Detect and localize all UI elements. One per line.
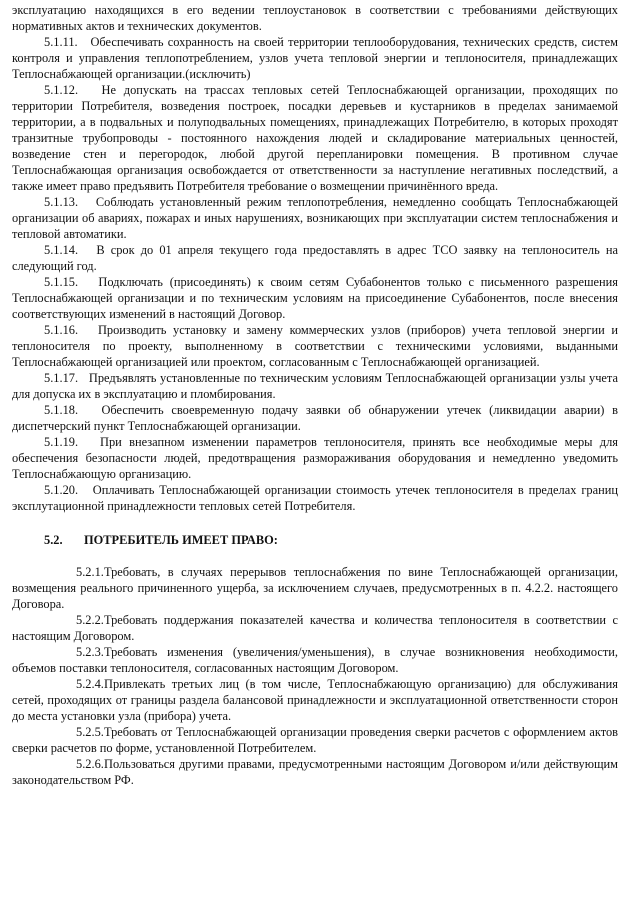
clause-number: 5.1.19. — [44, 435, 79, 449]
section-spacer — [12, 514, 618, 532]
paragraph-text: Соблюдать установленный режим теплопотребления, немедленно сообщать Теплоснабжающей организации об авариях, пожарах и иных нарушениях, возникающих при эксплуатации систем теплоснабжения и тепловой автоматики. — [12, 195, 619, 241]
paragraph-text: Привлекать третьих лиц (в том числе, Теплоснабжающую организацию) для обслуживания сетей, проходящих от границы раздела балансовой принадлежности и эксплуатационной ответственности сторон до места установки узла (прибора) учета. — [12, 677, 618, 723]
clause-number: 5.2.3. — [76, 645, 104, 659]
clause-number: 5.1.15. — [44, 275, 79, 289]
paragraph-5-1-17 — [12, 370, 618, 402]
clause-number: 5.1.16. — [44, 323, 79, 337]
clause-number: 5.1.14. — [44, 243, 79, 257]
document-page — [12, 2, 618, 788]
paragraph-text: Требовать, в случаях перерывов теплоснабжения по вине Теплоснабжающей организации, возмещения реального причиненного ущерба, за исключением случаев, предусмотренных в п. 4.2.2. настоящего Договора. — [12, 565, 618, 611]
paragraph-5-2-1 — [12, 564, 618, 612]
clause-number: 5.2.4. — [76, 677, 104, 691]
paragraph-text: Предъявлять установленные по техническим условиям Теплоснабжающей организации узлы учета для допуска их в эксплуатацию и пломбирования. — [12, 371, 619, 401]
paragraph-text: В срок до 01 апреля текущего года предоставлять в адрес ТСО заявку на теплоноситель на следующий год. — [12, 243, 618, 273]
paragraph-5-1-20 — [12, 482, 618, 514]
paragraph-5-1-12 — [12, 82, 618, 194]
paragraph-5-1-18 — [12, 402, 618, 434]
clause-number: 5.2.1. — [76, 565, 104, 579]
paragraph-5-1-19 — [12, 434, 618, 482]
paragraph-5-2-6 — [12, 756, 618, 788]
paragraph-text: Требовать от Теплоснабжающей организации проведения сверки расчетов с оформлением актов сверки расчетов по форме, установленной Потребителем. — [12, 725, 618, 755]
section-spacer — [12, 548, 618, 564]
paragraph-text: Требовать изменения (увеличения/уменьшения), в случае возникновения необходимости, объемов поставки теплоносителя, согласованных настоящим Договором. — [12, 645, 618, 675]
paragraph-text: Оплачивать Теплоснабжающей организации стоимость утечек теплоносителя в пределах границ эксплутационной принадлежности тепловых сетей Потребителя. — [12, 483, 619, 513]
paragraph-5-2-2 — [12, 612, 618, 644]
paragraph-5-2-5 — [12, 724, 618, 756]
clause-number: 5.1.20. — [44, 483, 79, 497]
section-title: ПОТРЕБИТЕЛЬ ИМЕЕТ ПРАВО: — [84, 533, 278, 547]
paragraph-text: Требовать поддержания показателей качества и количества теплоносителя в соответствии с настоящим Договором. — [12, 613, 618, 643]
paragraph-text: Производить установку и замену коммерческих узлов (приборов) учета тепловой энергии и теплоносителя по проекту, выполненному в соответствии с техническими условиями, выданными Теплоснабжающей организацией или проектом, согласованным с Теплоснабжающей организацией. — [12, 323, 618, 369]
paragraph-continued — [12, 2, 618, 34]
paragraph-text: Пользоваться другими правами, предусмотренными настоящим Договором и/или действующим законодательством РФ. — [12, 757, 618, 787]
clause-number: 5.1.13. — [44, 195, 79, 209]
clause-number: 5.1.17. — [44, 371, 79, 385]
paragraph-text: Обеспечивать сохранность на своей территории теплооборудования, технических средств, систем контроля и управления теплопотреблением, узлов учета тепловой энергии и теплоносителя, принадлежащих Теплоснабжающей организации.(исключить) — [12, 35, 619, 81]
paragraph-5-1-14 — [12, 242, 618, 274]
section-number: 5.2. — [44, 533, 63, 547]
paragraph-5-1-13 — [12, 194, 618, 242]
clause-number: 5.2.2. — [76, 613, 104, 627]
paragraph-5-1-11 — [12, 34, 618, 82]
paragraph-text: При внезапном изменении параметров теплоносителя, принять все необходимые меры для обеспечения безопасности людей, предотвращения размораживания оборудования и немедленно уведомить Теплоснабжающую организацию. — [12, 435, 618, 481]
paragraph-5-2-4 — [12, 676, 618, 724]
clause-number: 5.1.12. — [44, 83, 79, 97]
section-heading — [12, 532, 618, 548]
paragraph-5-2-3 — [12, 644, 618, 676]
clause-number: 5.1.18. — [44, 403, 79, 417]
paragraph-text: Обеспечить своевременную подачу заявки об обнаружении утечек (ликвидации аварии) в диспетчерский пункт Теплоснабжающей организации. — [12, 403, 619, 433]
paragraph-5-1-16 — [12, 322, 618, 370]
paragraph-text: Не допускать на трассах тепловых сетей Теплоснабжающей организации, проходящих по территории Потребителя, возведения построек, посадки деревьев и кустарников в пределах занимаемой территории, а в подвальных и полуподвальных помещениях, принадлежащих Потребителю, в которых проходят транзитные трубопроводы - постоянного нахождения людей и складирование материальных ценностей, возведение стен и перегородок, любой другой перепланировки помещения. В противном случае Теплоснабжающая организация освобождается от ответственности за наступление негативных последствий, а также имеет право предъявить Потребителя требование о возмещении причинённого вреда. — [12, 83, 618, 193]
paragraph-text: эксплуатацию находящихся в его ведении теплоустановок в соответствии с требованиями действующих нормативных актов и технических документов. — [12, 3, 618, 33]
clause-number: 5.2.6. — [76, 757, 104, 771]
clause-number: 5.1.11. — [44, 35, 78, 49]
clause-number: 5.2.5. — [76, 725, 104, 739]
paragraph-5-1-15 — [12, 274, 618, 322]
paragraph-text: Подключать (присоединять) к своим сетям Субабонентов только с письменного разрешения Теплоснабжающей организации и по техническим условиям на присоединение Субабонентов, после внесения соответствующих изменений в настоящий Договор. — [12, 275, 618, 321]
